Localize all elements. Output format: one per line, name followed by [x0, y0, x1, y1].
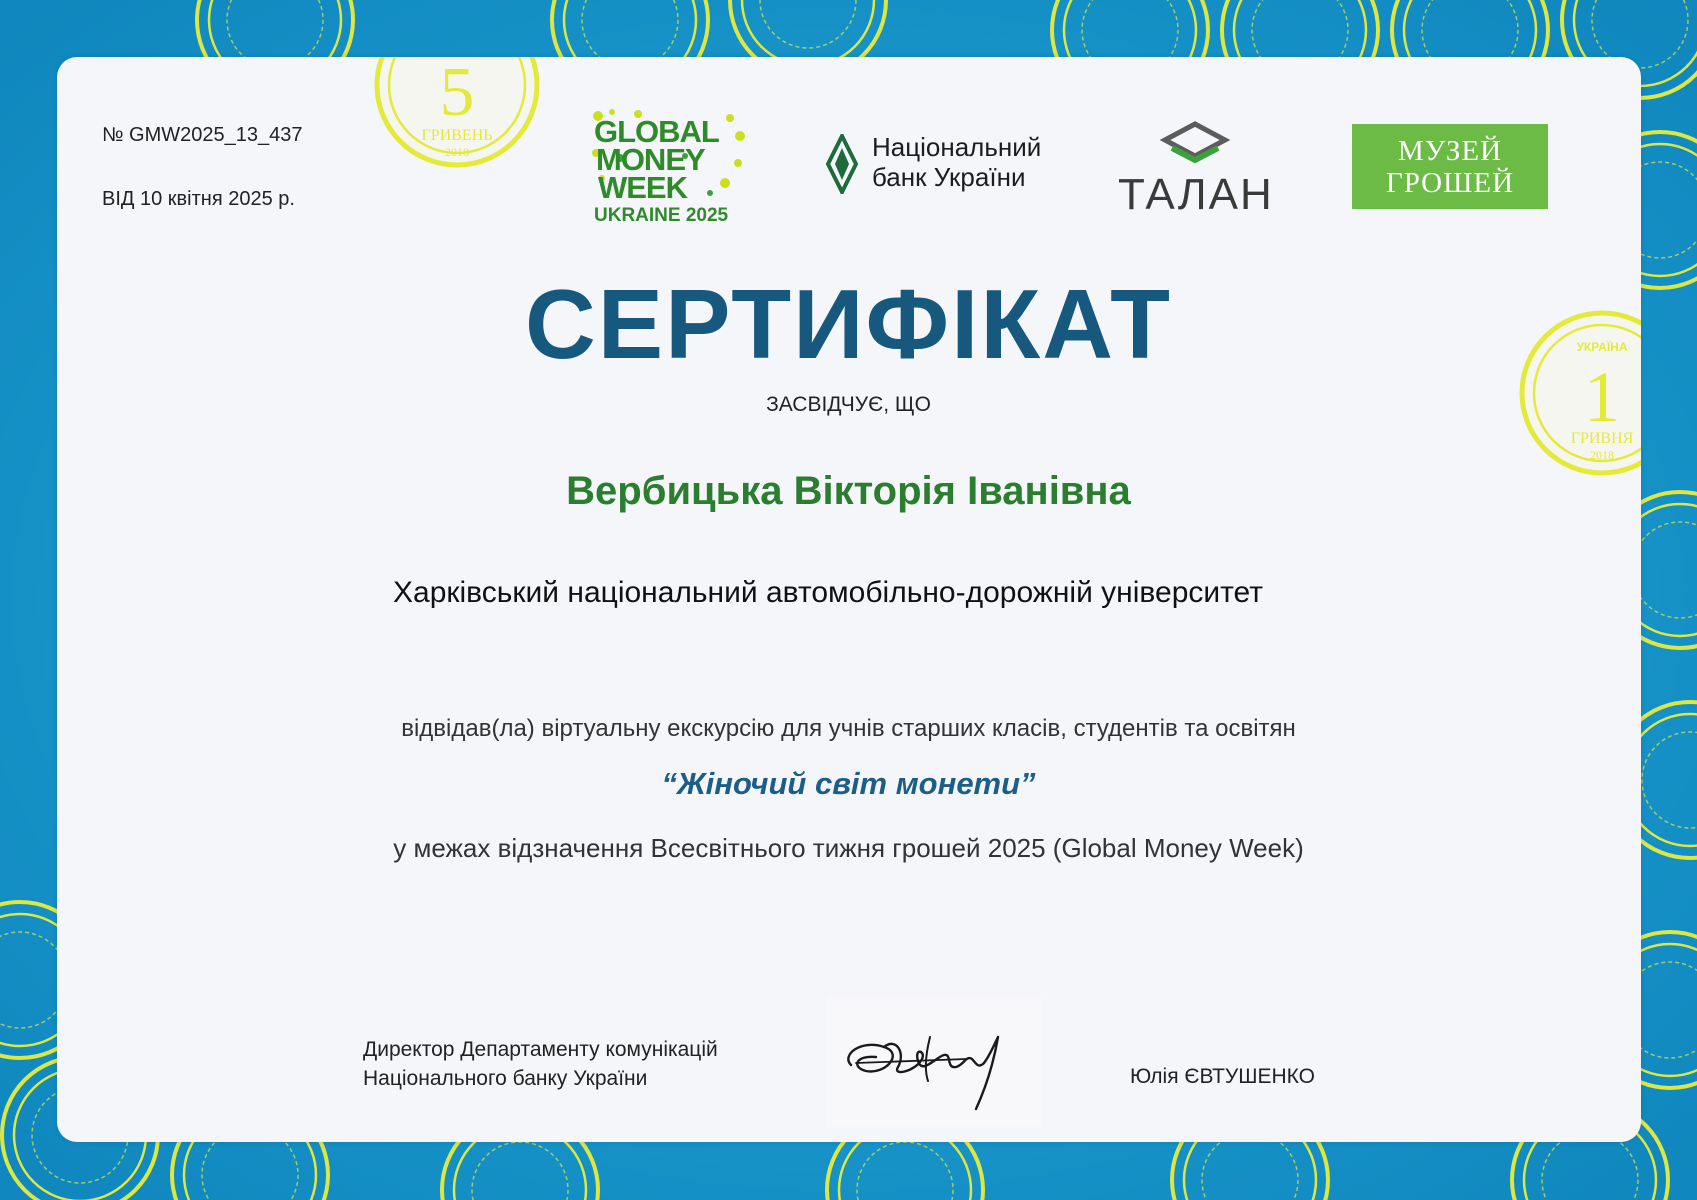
certificate-title: СЕРТИФІКАТ — [525, 269, 1172, 379]
svg-text:ГРИВНЯ: ГРИВНЯ — [1570, 430, 1634, 447]
svg-text:УКРАЇНА: УКРАЇНА — [1576, 340, 1628, 354]
talan-logo: ТАЛАН — [1118, 118, 1273, 218]
svg-text:UKRAINE 2025: UKRAINE 2025 — [594, 205, 729, 226]
certificate-number: № GMW2025_13_437 — [102, 124, 303, 146]
talan-emblem-icon — [1118, 118, 1273, 173]
institution-name: Харківський національний автомобільно-дорожній університет — [393, 576, 1263, 609]
five-hryvnia-coin-icon: 5 УКРАЇНА ГРИВЕНЬ 2018 — [342, 57, 582, 220]
attended-text: відвідав(ла) віртуальну екскурсію для учнів старших класів, студентів та освітян — [401, 715, 1296, 742]
svg-text:GLOBAL: GLOBAL — [594, 114, 719, 149]
money-museum-logo: МУЗЕЙ ГРОШЕЙ — [1352, 124, 1548, 209]
svg-text:5: 5 — [439, 54, 475, 131]
svg-text:WEEK: WEEK — [598, 170, 687, 205]
nbu-emblem-icon — [822, 134, 862, 194]
svg-text:2018: 2018 — [1590, 448, 1614, 462]
recipient-name: Вербицька Вікторія Іванівна — [566, 469, 1131, 513]
handwritten-signature — [826, 997, 1041, 1127]
svg-text:2018: 2018 — [445, 145, 469, 159]
svg-text:MONEY: MONEY — [596, 142, 705, 177]
signer-position: Директор Департаменту комунікацій Національного банку України — [363, 1038, 718, 1090]
global-money-week-logo — [590, 108, 750, 226]
national-bank-of-ukraine-logo: Національний банк України — [822, 130, 1047, 200]
certifies-label: ЗАСВІДЧУЄ, ЩО — [766, 393, 931, 416]
svg-text:1: 1 — [1584, 357, 1620, 437]
certificate-date: ВІД 10 квітня 2025 р. — [102, 188, 295, 210]
signer-name: Юлія ЄВТУШЕНКО — [1130, 1065, 1316, 1088]
occasion-text: у межах відзначення Всесвітнього тижня грошей 2025 (Global Money Week) — [393, 833, 1304, 863]
svg-text:ГРИВЕНЬ: ГРИВЕНЬ — [421, 127, 493, 144]
event-title: “Жіночий світ монети” — [661, 766, 1036, 801]
